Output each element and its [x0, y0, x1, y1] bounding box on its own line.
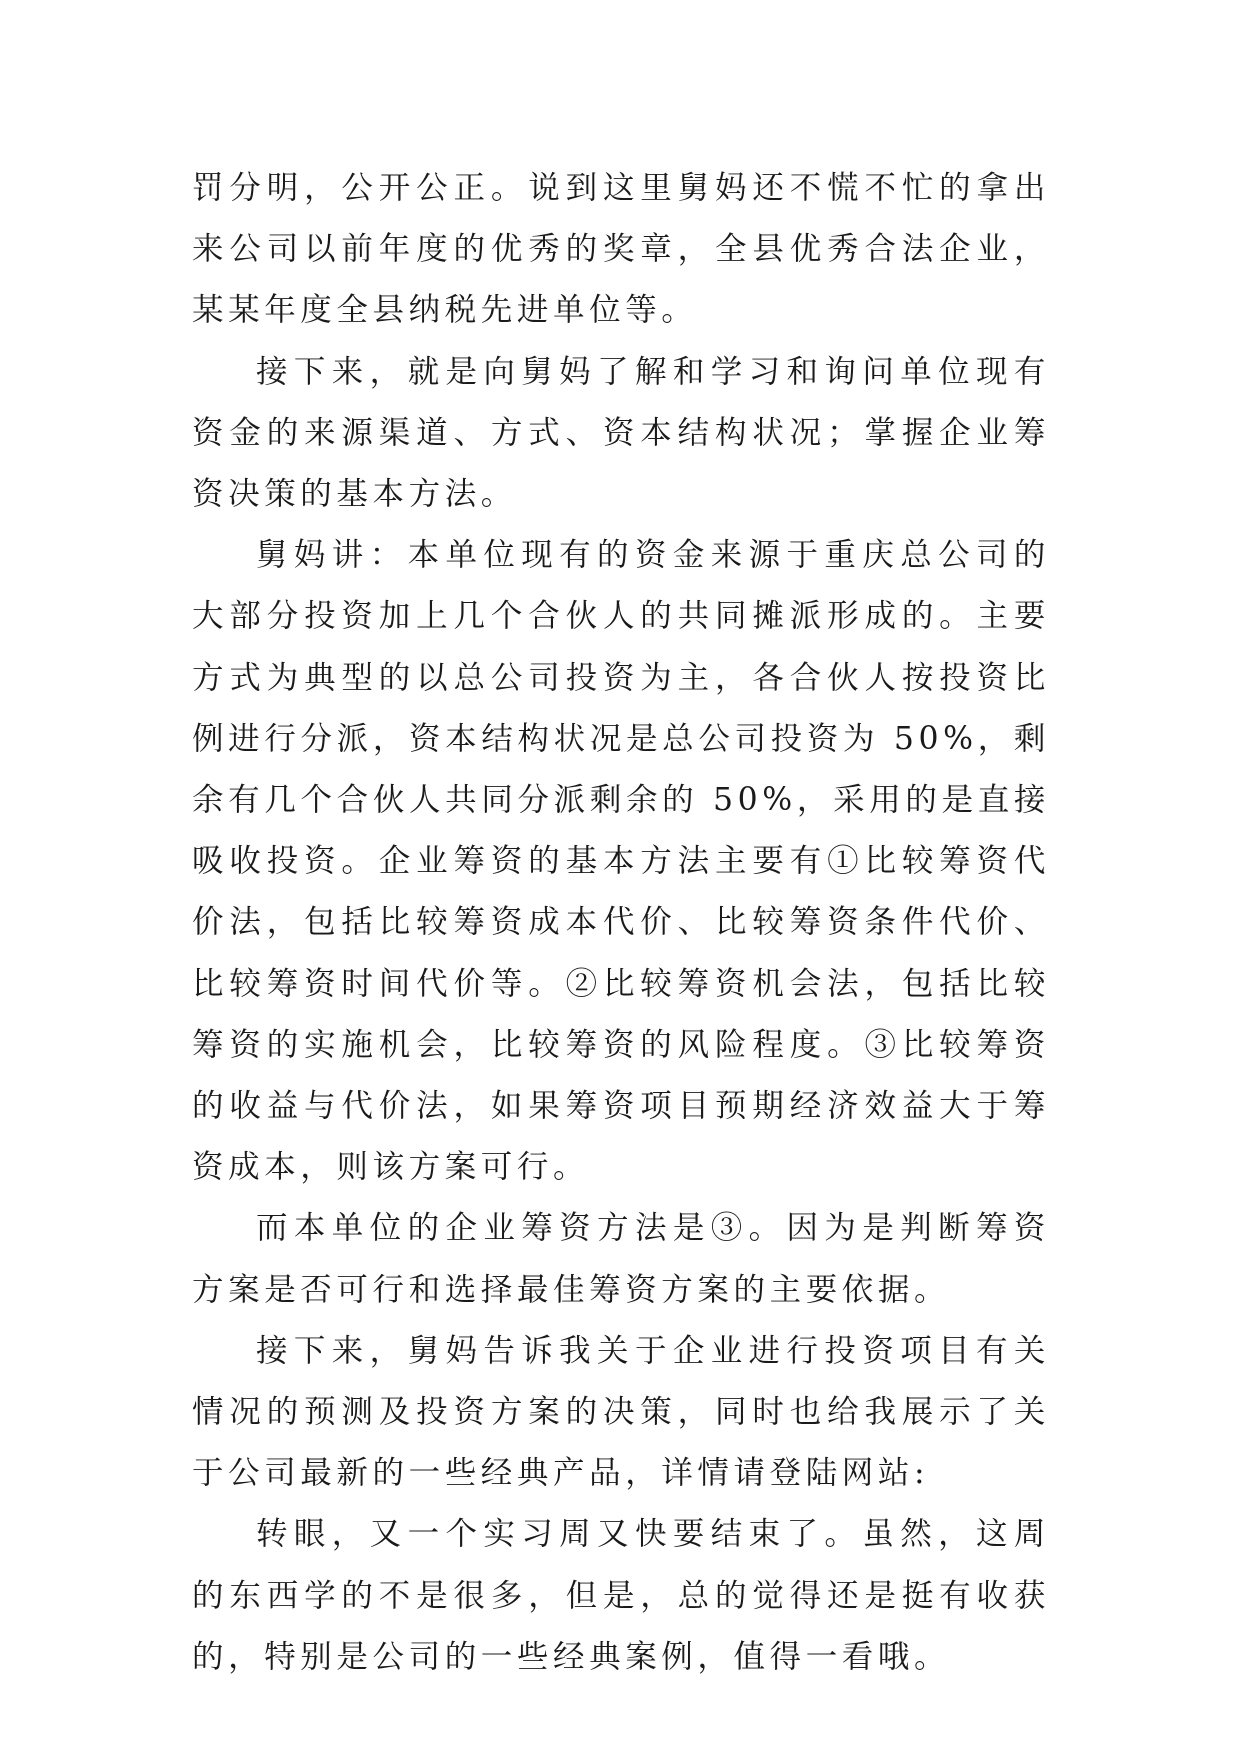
paragraph-investment-forecast: 接下来，舅妈告诉我关于企业进行投资项目有关情况的预测及投资方案的决策，同时也给我展示了关于公司最新的一些经典产品，详情请登陆网站:: [192, 1332, 1050, 1492]
paragraph-funding-methods: 舅妈讲：本单位现有的资金来源于重庆总公司的大部分投资加上几个合伙人的共同摊派形成的。主要方式为典型的以总公司投资为主，各合伙人按投资比例进行分派，资本结构状况是总公司投资为 50%，剩余有几个合伙人共同分派剩余的 50%，采用的是直接吸收投资。企业筹资的基本方法主要有①比较筹资代价法，包括比较筹资成本代价、比较筹资条件代价、比较筹资时间代价等。②比较筹资机会法，包括比较筹资的实施机会，比较筹资的风险程度。③比较筹资的收益与代价法，如果筹资项目预期经济效益大于筹资成本，则该方案可行。: [192, 537, 1050, 1186]
paragraph-week-summary: 转眼，又一个实习周又快要结束了。虽然，这周的东西学的不是很多，但是，总的觉得还是挺有收获的，特别是公司的一些经典案例，值得一看哦。: [192, 1516, 1050, 1675]
paragraph-funding-sources-intro: 接下来，就是向舅妈了解和学习和询问单位现有资金的来源渠道、方式、资本结构状况；掌握企业筹资决策的基本方法。: [192, 353, 1050, 513]
paragraph-chosen-method: 而本单位的企业筹资方法是③。因为是判断筹资方案是否可行和选择最佳筹资方案的主要依据。: [192, 1210, 1050, 1308]
document-body: [192, 158, 1050, 1688]
paragraph-continuation: 罚分明，公开公正。说到这里舅妈还不慌不忙的拿出来公司以前年度的优秀的奖章，全县优秀合法企业，某某年度全县纳税先进单位等。: [192, 170, 1050, 329]
